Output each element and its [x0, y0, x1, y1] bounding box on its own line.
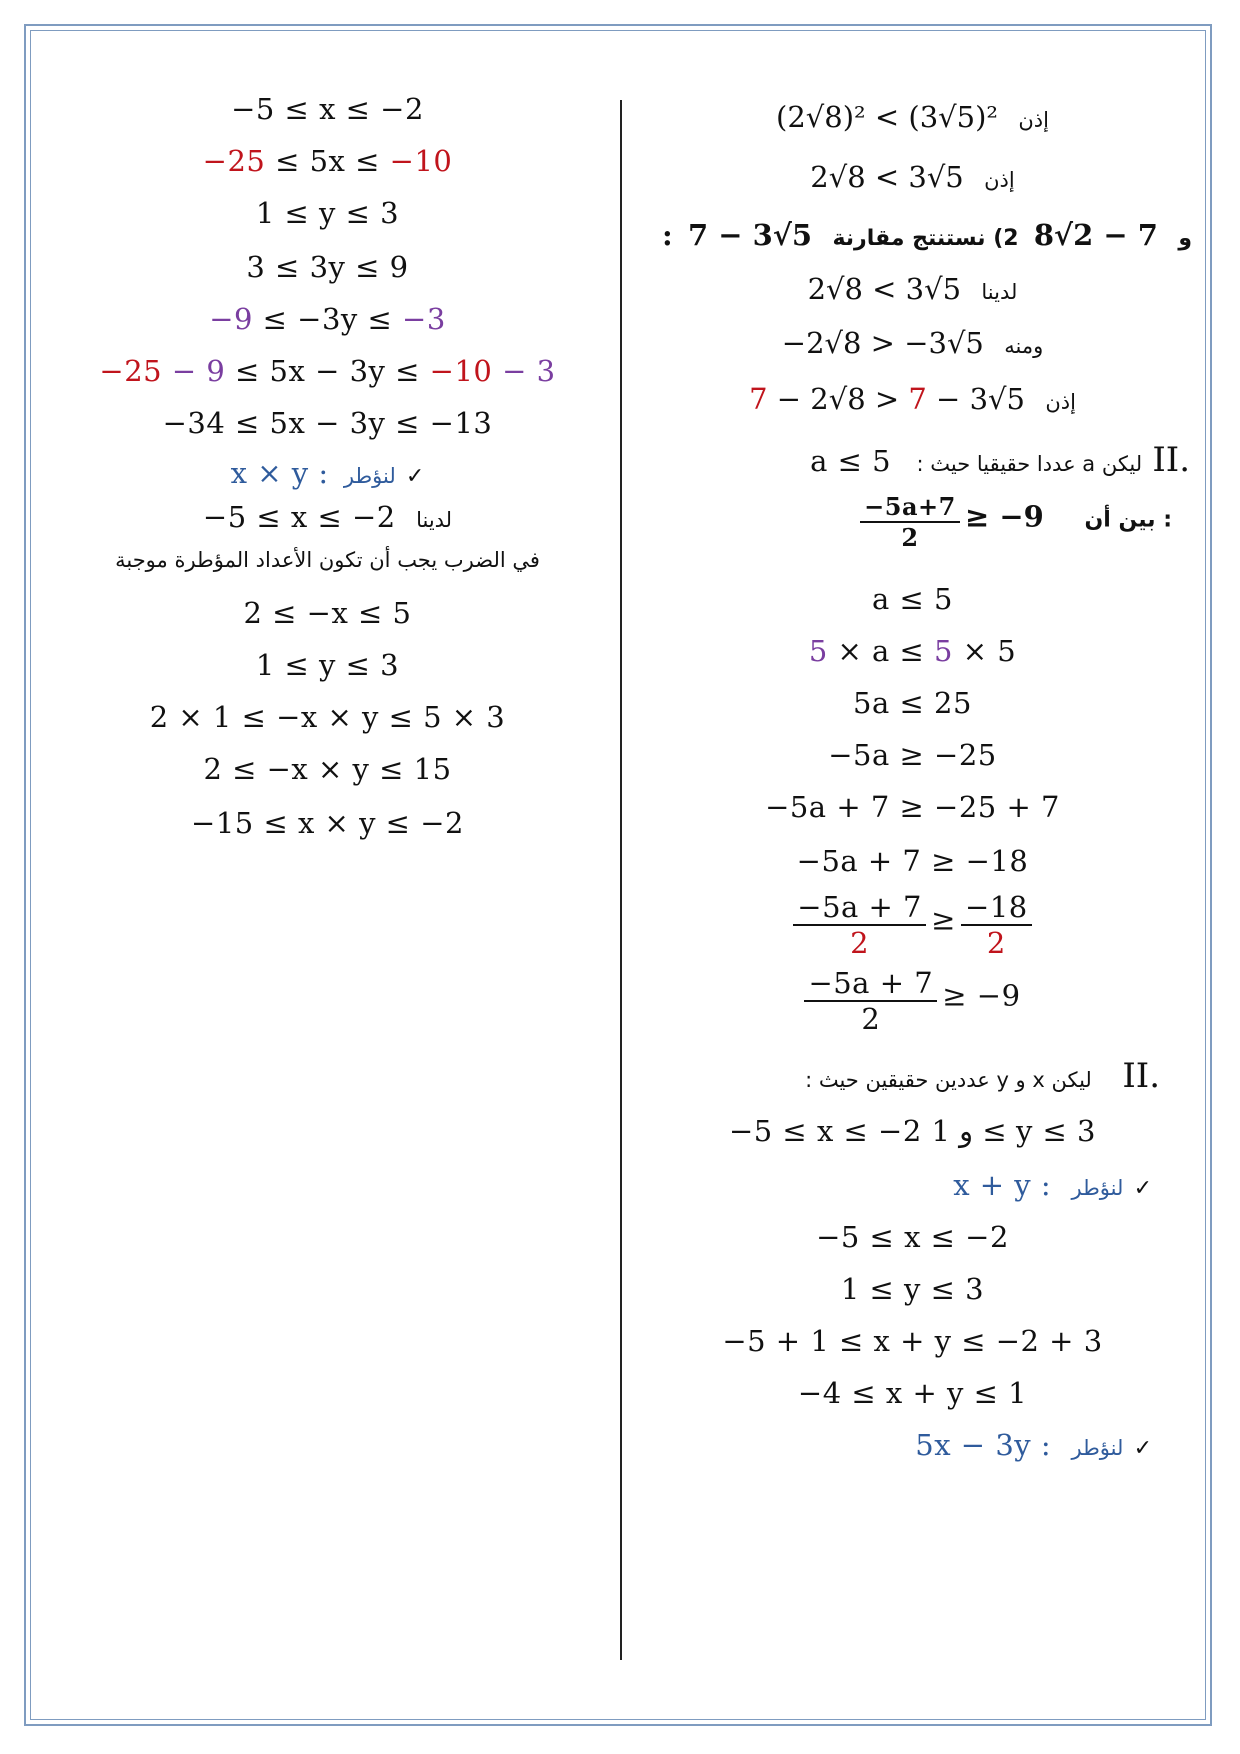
column-divider — [620, 100, 622, 1660]
condition: a ≤ 5 — [810, 444, 892, 478]
math-expr: −5a ≥ −25 — [828, 738, 997, 772]
math-expr: −5 ≤ x ≤ −2 — [231, 92, 424, 126]
step-4 — [625, 738, 1200, 772]
seven-red-2: 7 — [908, 382, 927, 416]
left-c4 — [40, 752, 615, 786]
show-that — [625, 492, 1200, 552]
check-icon: ✓ — [405, 464, 425, 489]
frame-label: لنؤطر — [343, 464, 396, 488]
step-t2 — [625, 1272, 1200, 1306]
line-square-compare — [625, 100, 1200, 134]
left-a3 — [40, 196, 615, 230]
lhs-fraction — [804, 966, 937, 1036]
left-a1 — [40, 92, 615, 126]
math-expr: −15 ≤ x × y ≤ −2 — [191, 806, 464, 840]
conditions-xy — [625, 1114, 1200, 1148]
q2-colon: : — [662, 218, 673, 252]
left-a7 — [40, 406, 615, 440]
numerator: −5a + 7 — [808, 966, 934, 1000]
left-a2 — [40, 144, 615, 178]
purple-term: −9 — [209, 302, 253, 336]
left-a4 — [40, 250, 615, 284]
denominator: 2 — [804, 1000, 937, 1036]
left-b1 — [40, 500, 615, 534]
left-c1 — [40, 596, 615, 630]
show-numerator: −5a+7 — [864, 492, 956, 521]
frame-x-plus-y — [625, 1168, 1200, 1202]
purple-term: − 9 — [162, 354, 226, 388]
step-t1 — [625, 1220, 1200, 1254]
line-conclusion — [625, 382, 1200, 416]
math-end: × 5 — [952, 634, 1017, 668]
red-term: −10 — [429, 354, 493, 388]
q2-expr-a: 7 − 2√8 — [1033, 218, 1158, 252]
denominator: 2 — [793, 924, 926, 960]
line-we-have — [625, 272, 1200, 306]
red-term: −25 — [202, 144, 266, 178]
math-mid: × a ≤ — [827, 634, 935, 668]
red-term: −25 — [99, 354, 163, 388]
math-expr: 3 ≤ 3y ≤ 9 — [246, 250, 409, 284]
math-expr: 1 ≤ y ≤ 3 — [255, 648, 400, 682]
math-expr: −5a + 7 ≥ −25 + 7 — [765, 790, 1060, 824]
math-mid: ≤ 5x − 3y ≤ — [225, 354, 430, 388]
frame-label: لنؤطر — [1071, 1436, 1124, 1460]
rhs: ≥ −9 — [942, 978, 1021, 1013]
math-expr: 2√8 < 3√5 — [807, 272, 962, 306]
math-mid: ≤ −3y ≤ — [252, 302, 403, 336]
step-3 — [625, 686, 1200, 720]
numerator: −5a + 7 — [797, 890, 923, 924]
line-hence — [625, 326, 1200, 360]
math-end: − 3√5 — [926, 382, 1025, 416]
math-expr: −5a + 7 ≥ −18 — [796, 844, 1029, 878]
roman-numeral: II. — [1152, 440, 1190, 480]
q2-expr-b: 7 − 3√5 — [688, 218, 813, 252]
step-t4 — [625, 1376, 1200, 1410]
frame-x-times-y — [40, 456, 615, 490]
purple-term: −3 — [402, 302, 446, 336]
step-5 — [625, 790, 1200, 824]
show-fraction — [860, 492, 960, 552]
show-label: بين أن : — [1084, 507, 1172, 533]
label-thus: إذن — [1018, 108, 1049, 132]
math-expr: −5 ≤ x ≤ −2 — [816, 1220, 1009, 1254]
q2-and: و — [1178, 226, 1192, 251]
lhs-fraction — [793, 890, 926, 960]
math-expr: −34 ≤ 5x − 3y ≤ −13 — [162, 406, 493, 440]
numerator: −18 — [965, 890, 1028, 924]
math-expr: 2√8 < 3√5 — [810, 160, 964, 194]
roman-numeral: II. — [1122, 1056, 1160, 1096]
step-t3 — [625, 1324, 1200, 1358]
math-expr: 1 ≤ y ≤ 3 — [255, 196, 400, 230]
label-hence: ومنه — [1004, 334, 1044, 358]
q2-prefix: 2) نستنتج مقارنة — [832, 226, 1019, 251]
step-7 — [625, 890, 1200, 960]
left-c2 — [40, 648, 615, 682]
check-icon: ✓ — [1133, 1176, 1152, 1201]
five-purple-2: 5 — [934, 634, 953, 668]
label-we-have: لدينا — [981, 280, 1018, 304]
section-II-a — [625, 440, 1200, 480]
math-expr: (2√8)² < (3√5)² — [776, 100, 999, 134]
step-2 — [625, 634, 1200, 668]
math-expr: 2 ≤ −x ≤ 5 — [243, 596, 412, 630]
left-c5 — [40, 806, 615, 840]
question-2 — [625, 218, 1200, 252]
frame-label: لنؤطر — [1071, 1176, 1124, 1200]
left-a5 — [40, 302, 615, 336]
frame-expr: x + y : — [953, 1168, 1052, 1202]
label-thus: إذن — [1045, 390, 1076, 414]
show-denominator: 2 — [860, 521, 960, 552]
seven-red-1: 7 — [749, 382, 768, 416]
label-thus: إذن — [984, 168, 1015, 192]
note-positive — [40, 548, 615, 572]
section-II-b — [625, 1056, 1200, 1096]
math-expr: −2√8 > −3√5 — [781, 326, 984, 360]
frame-expr: x × y : — [230, 456, 329, 490]
math-expr: −5 + 1 ≤ x + y ≤ −2 + 3 — [722, 1324, 1103, 1358]
five-purple-1: 5 — [808, 634, 828, 668]
rhs-fraction — [961, 890, 1032, 960]
math-mid: ≤ 5x ≤ — [265, 144, 390, 178]
math-expr: 5a ≤ 25 — [853, 686, 972, 720]
check-icon: ✓ — [1133, 1436, 1152, 1461]
red-term: −10 — [389, 144, 453, 178]
left-c3 — [40, 700, 615, 734]
section-text: ليكن a عددا حقيقيا حيث : — [916, 452, 1143, 476]
label-we-have: لدينا — [416, 508, 453, 532]
math-expr: a ≤ 5 — [872, 582, 953, 616]
math-expr: 1 ≤ y ≤ 3 — [840, 1272, 985, 1306]
line-root-compare — [625, 160, 1200, 194]
step-1 — [625, 582, 1200, 616]
math-expr: 2 × 1 ≤ −x × y ≤ 5 × 3 — [149, 700, 506, 734]
purple-term: − 3 — [492, 354, 556, 388]
math-expr: −5 ≤ x ≤ −2 — [202, 500, 396, 534]
denominator: 2 — [961, 924, 1032, 960]
math-expr: −5 ≤ x ≤ −2 و 1 ≤ y ≤ 3 — [728, 1114, 1097, 1148]
note-text: في الضرب يجب أن تكون الأعداد المؤطرة موجبة — [115, 548, 540, 572]
math-expr: −4 ≤ x + y ≤ 1 — [797, 1376, 1028, 1410]
frame-expr: 5x − 3y : — [915, 1428, 1052, 1462]
frame-5x-minus-3y — [625, 1428, 1200, 1462]
math-mid: − 2√8 > — [767, 382, 909, 416]
relation: ≥ — [931, 902, 956, 937]
step-8 — [625, 966, 1200, 1036]
show-rhs: ≥ −9 — [964, 499, 1044, 534]
step-6 — [625, 844, 1200, 878]
math-expr: 2 ≤ −x × y ≤ 15 — [203, 752, 452, 786]
left-a6 — [40, 354, 615, 388]
section-text: ليكن x و y عددين حقيقين حيث : — [805, 1068, 1092, 1092]
